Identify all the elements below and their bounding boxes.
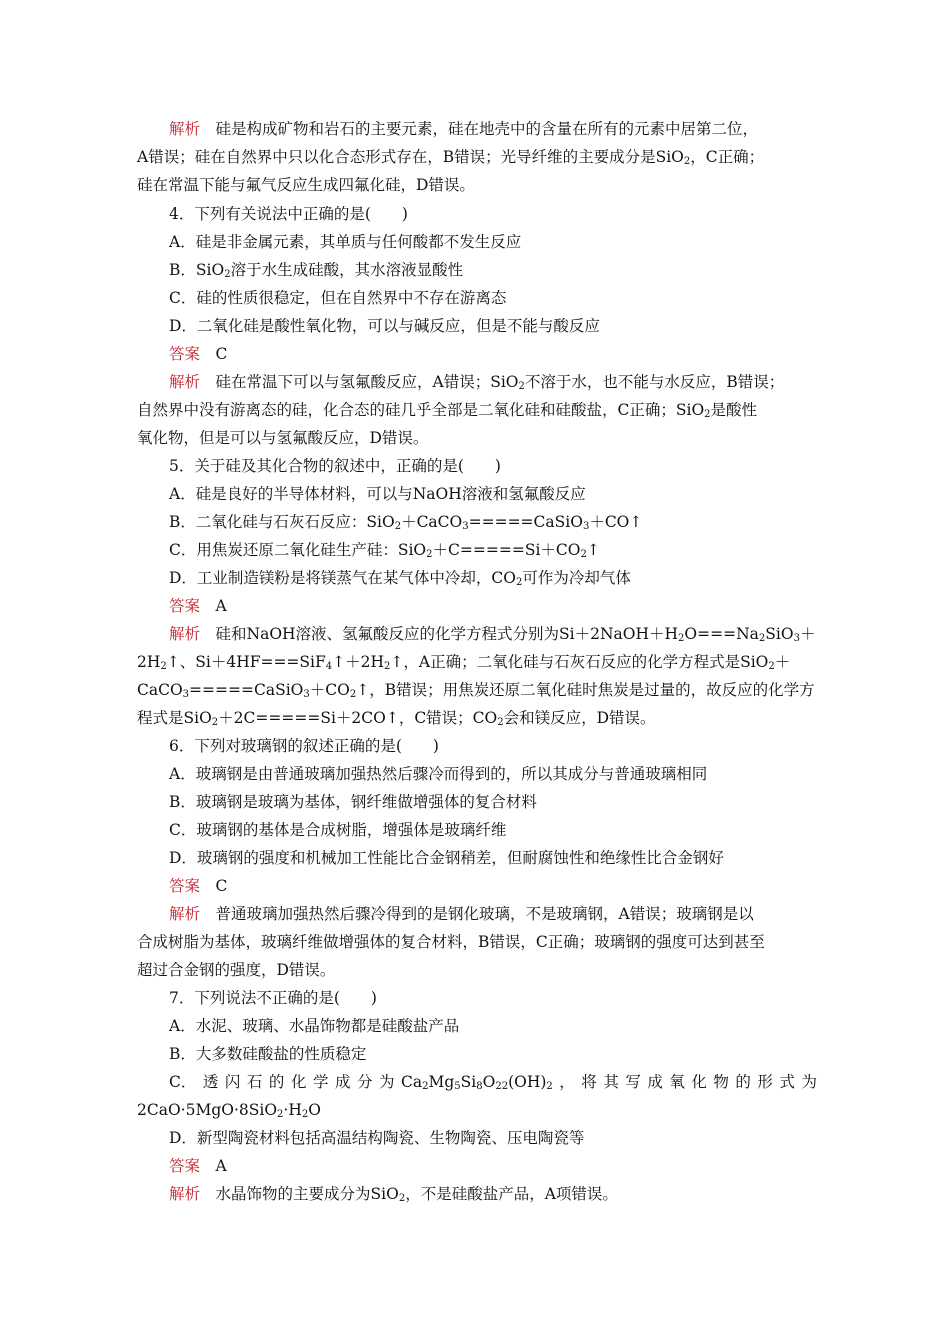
answer-label: 答案: [169, 877, 201, 895]
q6-explanation-line-3: 超过合金钢的强度，D错误。: [137, 961, 336, 979]
q5-option-d: D．工业制造镁粉是将镁蒸气在某气体中冷却，$CO_2$可作为冷却气体: [169, 569, 631, 588]
q4-option-d: D．二氧化硅是酸性氧化物，可以与碱反应，但是不能与酸反应: [169, 317, 600, 335]
q6-option-d: D．玻璃钢的强度和机械加工性能比合金钢稍差，但耐腐蚀性和绝缘性比合金钢好: [169, 849, 724, 867]
q4-option-a: A．硅是非金属元素，其单质与任何酸都不发生反应: [169, 233, 522, 251]
q6-option-c: C．玻璃钢的基体是合成树脂，增强体是玻璃纤维: [169, 821, 507, 839]
answer-label: 答案: [169, 597, 201, 615]
q5-option-c: C．用焦炭还原二氧化硅生产硅：$SiO_2+C=====Si+CO_2↑$: [169, 541, 600, 560]
answer-label: 答案: [169, 345, 201, 363]
q6-explanation-line-2: 合成树脂为基体，玻璃纤维做增强体的复合材料，B错误，C正确；玻璃钢的强度可达到甚至: [137, 933, 765, 951]
q7-explanation-line-1: 解析 水晶饰物的主要成分为SiO$_2$，不是硅酸盐产品，A项错误。: [169, 1185, 618, 1204]
q5-explanation-line-4: 程式是SiO$_2$＋2C=====Si＋2CO↑，C错误；$CO_2$会和镁反应，D错误。: [137, 709, 656, 728]
q4-answer: [169, 344, 227, 364]
q5-answer-value: A: [215, 597, 227, 615]
q7-option-a: A．水泥、玻璃、水晶饰物都是硅酸盐产品: [169, 1017, 460, 1035]
q5-explanation-line-2: $2H_2↑$、$Si+4HF===SiF_4↑+2H_2↑$，A正确；二氧化硅与石灰石反应的化学方程式是SiO$_2$＋: [137, 653, 791, 672]
q6-option-b: B．玻璃钢是玻璃为基体，钢纤维做增强体的复合材料: [169, 793, 537, 811]
q5-option-a: A．硅是良好的半导体材料，可以与NaOH溶液和氢氟酸反应: [169, 485, 586, 503]
explanation-label: 解析: [169, 373, 201, 391]
q4-explanation-line-1: 解析 硅在常温下可以与氢氟酸反应，A错误；SiO$_2$不溶于水，也不能与水反应，B错误；: [169, 373, 785, 392]
q4-explanation-line-2: 自然界中没有游离态的硅，化合态的硅几乎全部是二氧化硅和硅酸盐，C正确；SiO$_2$是酸性: [137, 401, 758, 420]
q3-explanation-line-2: A错误；硅在自然界中只以化合态形式存在，B错误；光导纤维的主要成分是SiO$_2$，C正确；: [137, 148, 765, 167]
explanation-label: 解析: [169, 905, 201, 923]
answer-label: 答案: [169, 1157, 201, 1175]
q4-option-b: B．SiO$_2$溶于水生成硅酸，其水溶液显酸性: [169, 261, 464, 280]
q6-stem: 6．下列对玻璃钢的叙述正确的是( ): [169, 737, 439, 755]
q6-answer: [169, 876, 227, 896]
q5-option-b: B．二氧化硅与石灰石反应：SiO$_2$＋CaCO$_3$=====CaSiO$_3$＋CO↑: [169, 513, 643, 532]
q4-stem: 4．下列有关说法中正确的是( ): [169, 205, 408, 223]
q7-formula: $Ca_2Mg_5Si_8O_{22}(OH)_2$: [401, 1073, 553, 1092]
q7-answer-value: A: [215, 1157, 227, 1175]
explanation-label: 解析: [169, 625, 201, 643]
explanation-label: 解析: [169, 1185, 201, 1203]
q3-explanation-line-3: 硅在常温下能与氟气反应生成四氟化硅，D错误。: [137, 176, 475, 194]
q6-option-a: A．玻璃钢是由普通玻璃加强热然后骤冷而得到的，所以其成分与普通玻璃相同: [169, 765, 708, 783]
q5-explanation-line-1: 解析 硅和NaOH溶液、氢氟酸反应的化学方程式分别为$Si+2NaOH+H_2O===Na_2SiO_3+$: [169, 625, 816, 644]
q4-option-c: C．硅的性质很稳定，但在自然界中不存在游离态: [169, 289, 507, 307]
q3-explanation-line-1: 解析 硅是构成矿物和岩石的主要元素，硅在地壳中的含量在所有的元素中居第二位，: [169, 120, 759, 138]
q7-answer: [169, 1156, 227, 1176]
q5-stem: 5．关于硅及其化合物的叙述中，正确的是( ): [169, 457, 501, 475]
q5-answer: [169, 596, 227, 616]
q7-stem: 7．下列说法不正确的是( ): [169, 989, 377, 1007]
q7-option-c-line-2: $2CaO\cdot 5MgO\cdot 8SiO_2\cdot H_2O$: [137, 1101, 321, 1120]
q4-answer-value: C: [215, 345, 228, 363]
q7-option-d: D．新型陶瓷材料包括高温结构陶瓷、生物陶瓷、压电陶瓷等: [169, 1129, 585, 1147]
q4-explanation-line-3: 氧化物，但是可以与氢氟酸反应，D错误。: [137, 429, 429, 447]
explanation-label: 解析: [169, 120, 201, 138]
q6-answer-value: C: [215, 877, 228, 895]
q7-option-b: B．大多数硅酸盐的性质稳定: [169, 1045, 367, 1063]
q5-explanation-line-3: $CaCO_3=====CaSiO_3+CO_2↑$，B错误；用焦炭还原二氧化硅时焦炭是过量的，故反应的化学方: [137, 681, 815, 700]
q6-explanation-line-1: 解析 普通玻璃加强热然后骤冷得到的是钢化玻璃，不是玻璃钢，A错误；玻璃钢是以: [169, 905, 754, 923]
q7-option-c-line-1: C． 透 闪 石 的 化 学 成 分 为 $Ca_2Mg_5Si_8O_{22}(OH)_2$ ， 将 其 写 成 氧 化 物 的 形 式 为: [169, 1073, 817, 1092]
